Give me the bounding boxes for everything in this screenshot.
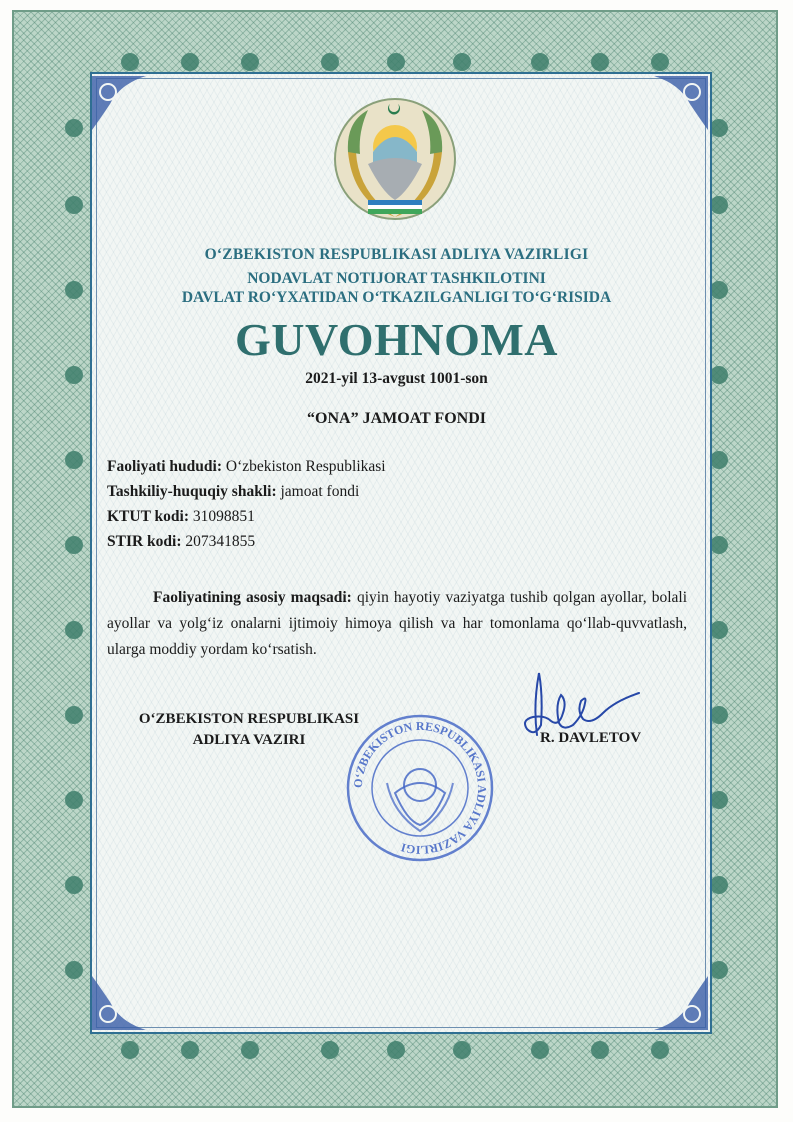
field-value: O‘zbekiston Respublikasi bbox=[222, 458, 386, 475]
registration-fields bbox=[107, 454, 386, 554]
official-seal-icon bbox=[345, 713, 495, 863]
field-label: STIR kodi: bbox=[107, 533, 182, 550]
field-label: Tashkiliy-huquqiy shakli: bbox=[107, 483, 277, 500]
subtitle-line-1: NODAVLAT NOTIJORAT TASHKILOTINI bbox=[247, 270, 546, 287]
field-activity-region bbox=[107, 454, 386, 479]
field-label: KTUT kodi: bbox=[107, 508, 189, 525]
corner-ornament-icon bbox=[652, 974, 710, 1032]
main-purpose-paragraph bbox=[107, 585, 687, 663]
purpose-text: qiyin hayotiy vaziyatga tushib qolgan ayollar, bolali ayollar va yolg‘iz onalarni ijtimoiy himoya qilish va har tomonlama qo‘llab-quvvatlash, ularga moddiy yordam ko‘rsatish. bbox=[107, 589, 688, 658]
signer-title-line-1: O‘ZBEKISTON RESPUBLIKASI bbox=[138, 711, 360, 727]
signer-title bbox=[116, 709, 382, 751]
signer-title-line-2: ADLIYA VAZIRI bbox=[192, 732, 306, 748]
field-value: 207341855 bbox=[181, 533, 256, 550]
organization-name: “ONA” JAMOAT FONDI bbox=[307, 410, 486, 427]
document-title: GUVOHNOMA bbox=[235, 314, 558, 365]
purpose-label: Faoliyatining asosiy maqsadi: bbox=[153, 589, 352, 606]
field-legal-form bbox=[107, 479, 386, 504]
field-label: Faoliyati hududi: bbox=[107, 458, 222, 475]
field-stir-code bbox=[107, 529, 386, 554]
date-and-number: 2021-yil 13-avgust 1001-son bbox=[305, 370, 488, 387]
field-ktut-code bbox=[107, 504, 386, 529]
field-value: 31098851 bbox=[188, 508, 255, 525]
corner-ornament-icon bbox=[90, 74, 148, 132]
corner-ornament-icon bbox=[90, 974, 148, 1032]
field-value: jamoat fondi bbox=[276, 483, 360, 500]
seal-text: O‘ZBEKISTON RESPUBLIKASI ADLIYA VAZIRLIGI bbox=[350, 718, 490, 858]
subtitle-line-2: DAVLAT RO‘YXATIDAN O‘TKAZILGANLIGI TO‘G‘RISIDA bbox=[181, 289, 612, 306]
ministry-heading: O‘ZBEKISTON RESPUBLIKASI ADLIYA VAZIRLIGI bbox=[204, 246, 589, 263]
corner-ornament-icon bbox=[652, 74, 710, 132]
signer-name: R. DAVLETOV bbox=[540, 730, 642, 746]
state-emblem-icon bbox=[328, 92, 463, 227]
